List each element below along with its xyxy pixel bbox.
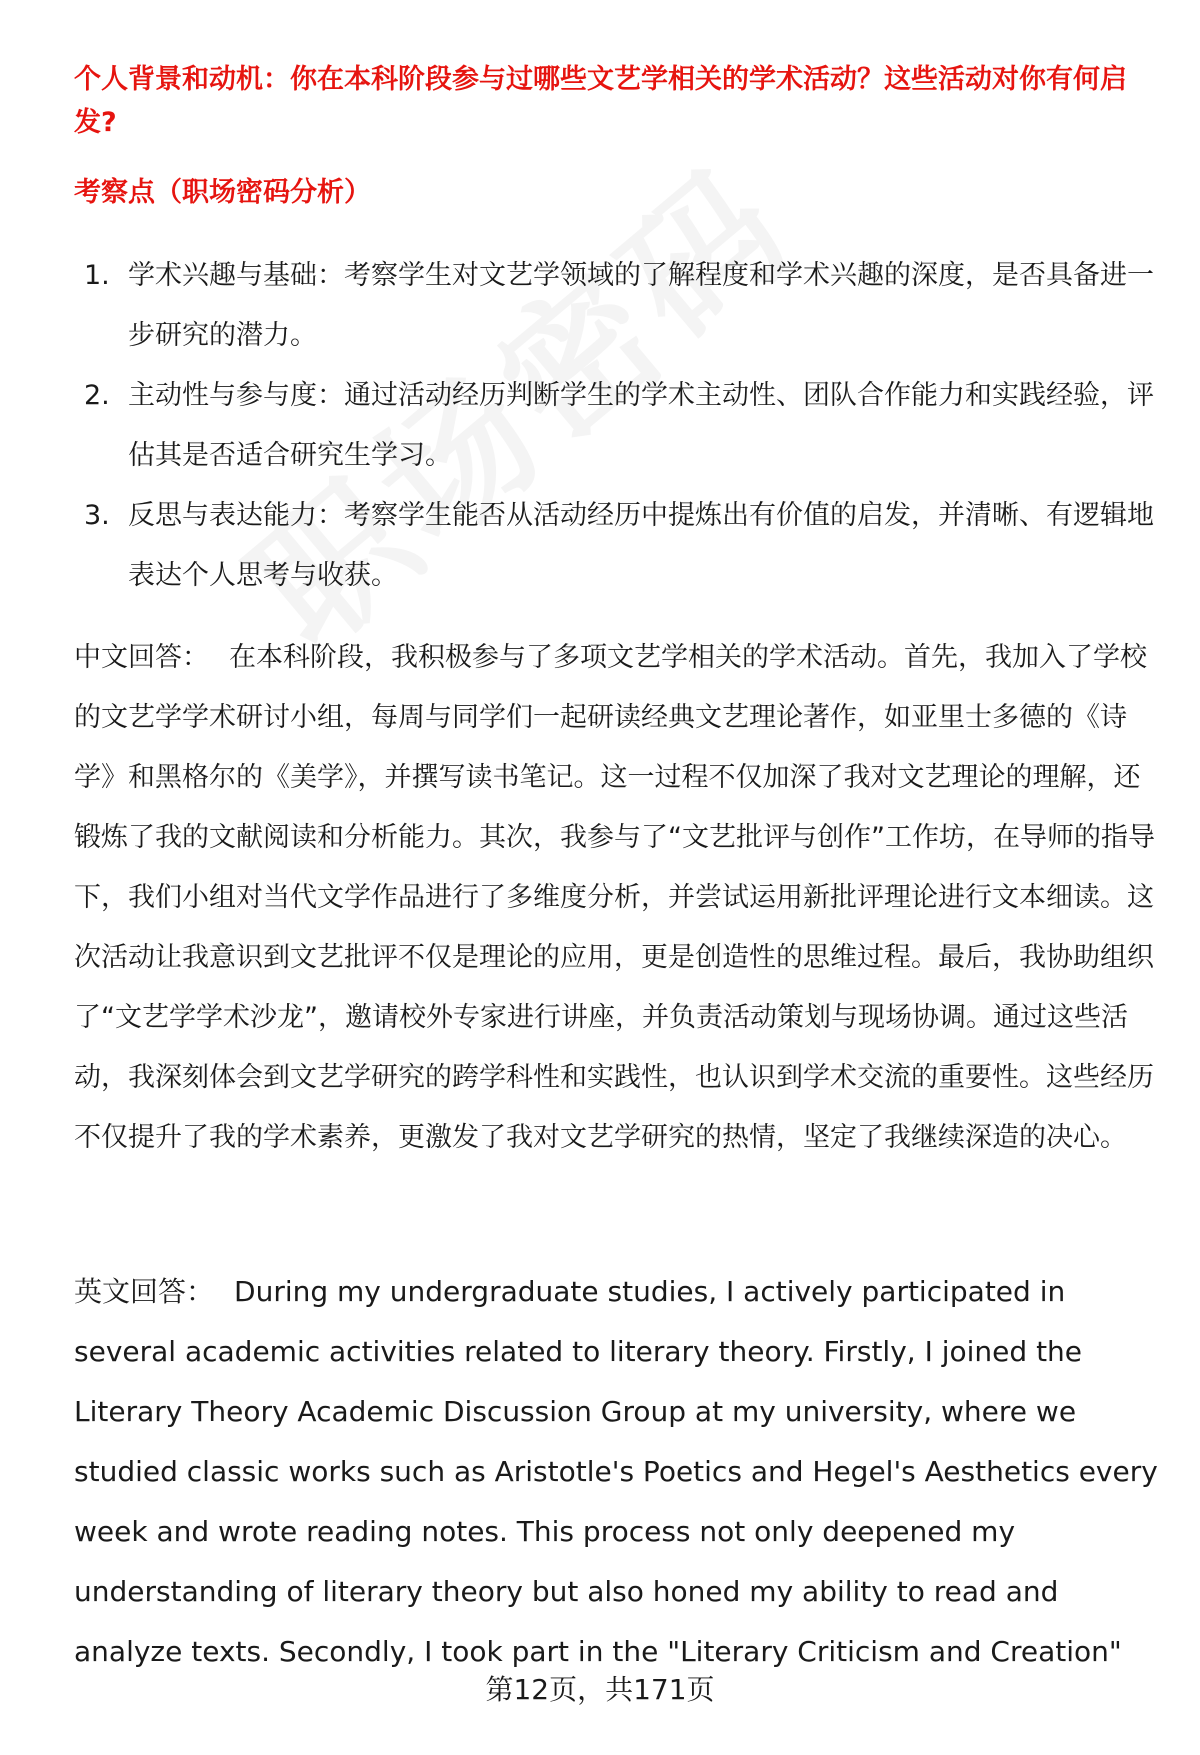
question-heading: 个人背景和动机：你在本科阶段参与过哪些文艺学相关的学术活动？这些活动对你有何启发? <box>74 64 1127 139</box>
point-text: 学术兴趣与基础：考察学生对文艺学领域的了解程度和学术兴趣的深度，是否具备进一步研究的潜力。 <box>128 260 1154 351</box>
point-text: 主动性与参与度：通过活动经历判断学生的学术主动性、团队合作能力和实践经验，评估其是否适合研究生学习。 <box>128 380 1154 471</box>
assessment-point <box>74 246 1154 366</box>
chinese-answer <box>74 628 1159 1168</box>
chinese-answer-label: 中文回答： <box>74 642 209 673</box>
english-answer-label: 英文回答： <box>74 1275 215 1308</box>
assessment-heading: 考察点（职场密码分析） <box>74 177 371 208</box>
point-text: 反思与表达能力：考察学生能否从活动经历中提炼出有价值的启发，并清晰、有逻辑地表达个人思考与收获。 <box>128 500 1154 591</box>
english-answer-text: During my undergraduate studies, I actively participated in several academic activities related to literary theory. Firstly, I joined the Literary Theory Academic Discussion Group at my university, where we studied classic works such as Aristotle's Poetics and Hegel's Aesthetics every week and wrote reading notes. This process not only deepened my understanding of literary theory but also honed my ability to read and analyze texts. Secondly, I took part in the "Literary Criticism and Creation" <box>74 1275 1158 1668</box>
point-number: 2. <box>84 380 110 411</box>
point-number: 3. <box>84 500 110 531</box>
page-number-footer: 第12页，共171页 <box>485 1673 715 1706</box>
assessment-points-list <box>74 246 1154 606</box>
assessment-point <box>74 486 1154 606</box>
english-answer <box>74 1262 1159 1682</box>
point-number: 1. <box>84 260 110 291</box>
chinese-answer-text: 在本科阶段，我积极参与了多项文艺学相关的学术活动。首先，我加入了学校的文艺学学术研讨小组，每周与同学们一起研读经典文艺理论著作，如亚里士多德的《诗学》和黑格尔的《美学》，并撰写读书笔记。这一过程不仅加深了我对文艺理论的理解，还锻炼了我的文献阅读和分析能力。其次，我参与了“文艺批评与创作”工作坊，在导师的指导下，我们小组对当代文学作品进行了多维度分析，并尝试运用新批评理论进行文本细读。这次活动让我意识到文艺批评不仅是理论的应用，更是创造性的思维过程。最后，我协助组织了“文艺学学术沙龙”，邀请校外专家进行讲座，并负责活动策划与现场协调。通过这些活动，我深刻体会到文艺学研究的跨学科性和实践性，也认识到学术交流的重要性。这些经历不仅提升了我的学术素养，更激发了我对文艺学研究的热情，坚定了我继续深造的决心。 <box>74 642 1155 1153</box>
assessment-point <box>74 366 1154 486</box>
